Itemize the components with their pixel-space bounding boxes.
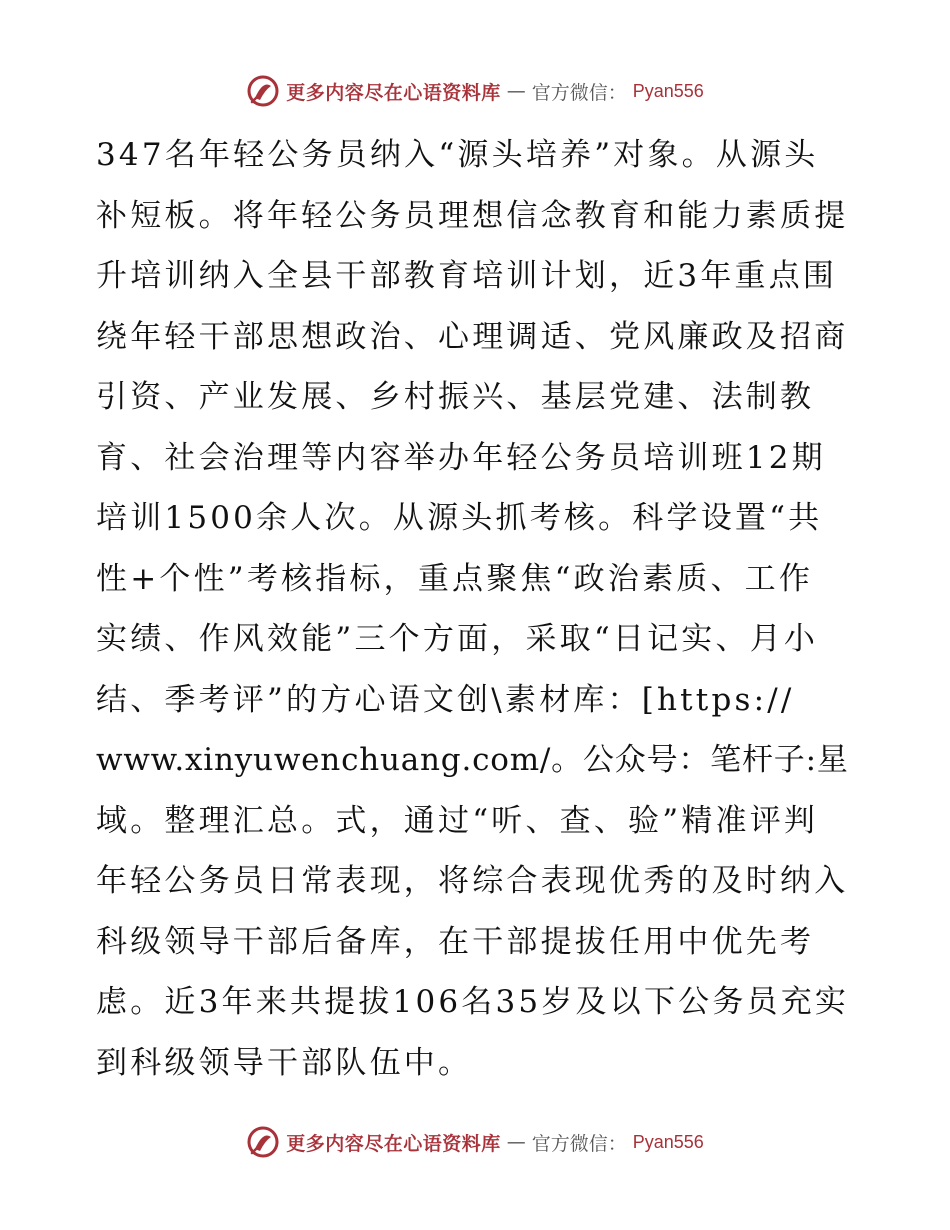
watermark-official-label: 官方微信：	[531, 1132, 627, 1155]
watermark-official-label: 官方微信：	[531, 81, 627, 104]
body-line: www.xinyuwenchuang.com/。公众号：笔杆子:星	[96, 742, 849, 778]
body-line: 育、社会治理等内容举办年轻公务员培训班12期	[96, 439, 826, 476]
body-line: 绕年轻干部思想政治、心理调适、党风廉政及招商	[96, 318, 849, 355]
body-line: 实绩、作风效能”三个方面，采取“日记实、月小	[96, 621, 819, 657]
body-line: 培训1500余人次。从源头抓考核。科学设置“共	[96, 500, 823, 536]
body-line: 性+个性”考核指标，重点聚焦“政治素质、工作	[96, 560, 814, 597]
watermark-text: 更多内容尽在心语资料库	[286, 81, 501, 104]
body-line: 到科级领导干部队伍中。	[96, 1044, 473, 1081]
watermark-wechat-id: Pyan556	[632, 1131, 704, 1152]
brand-logo-icon	[246, 1125, 280, 1159]
header-watermark	[0, 74, 950, 108]
body-line: 域。整理汇总。式，通过“听、查、验”精准评判	[96, 802, 819, 839]
watermark-separator: —	[506, 80, 526, 102]
watermark-wechat-id: Pyan556	[632, 80, 704, 101]
body-line: 347名年轻公务员纳入“源头培养”对象。从源头	[96, 137, 819, 173]
body-line: 科级领导干部后备库，在干部提拔任用中优先考	[96, 923, 815, 960]
watermark-text: 更多内容尽在心语资料库	[286, 1132, 501, 1155]
body-line: 引资、产业发展、乡村振兴、基层党建、法制教	[96, 379, 815, 415]
body-line: 补短板。将年轻公务员理想信念教育和能力素质提	[96, 197, 849, 234]
brand-logo-icon	[246, 74, 280, 108]
body-paragraph	[96, 125, 856, 1093]
body-line: 虑。近3年来共提拔106名35岁及以下公务员充实	[96, 984, 850, 1020]
body-line: 升培训纳入全县干部教育培训计划，近3年重点围	[96, 258, 838, 294]
footer-watermark	[0, 1125, 950, 1159]
body-line: 年轻公务员日常表现，将综合表现优秀的及时纳入	[96, 863, 849, 899]
watermark-separator: —	[506, 1131, 526, 1153]
body-line: 结、季考评”的方心语文创\素材库：[https://	[96, 681, 795, 718]
